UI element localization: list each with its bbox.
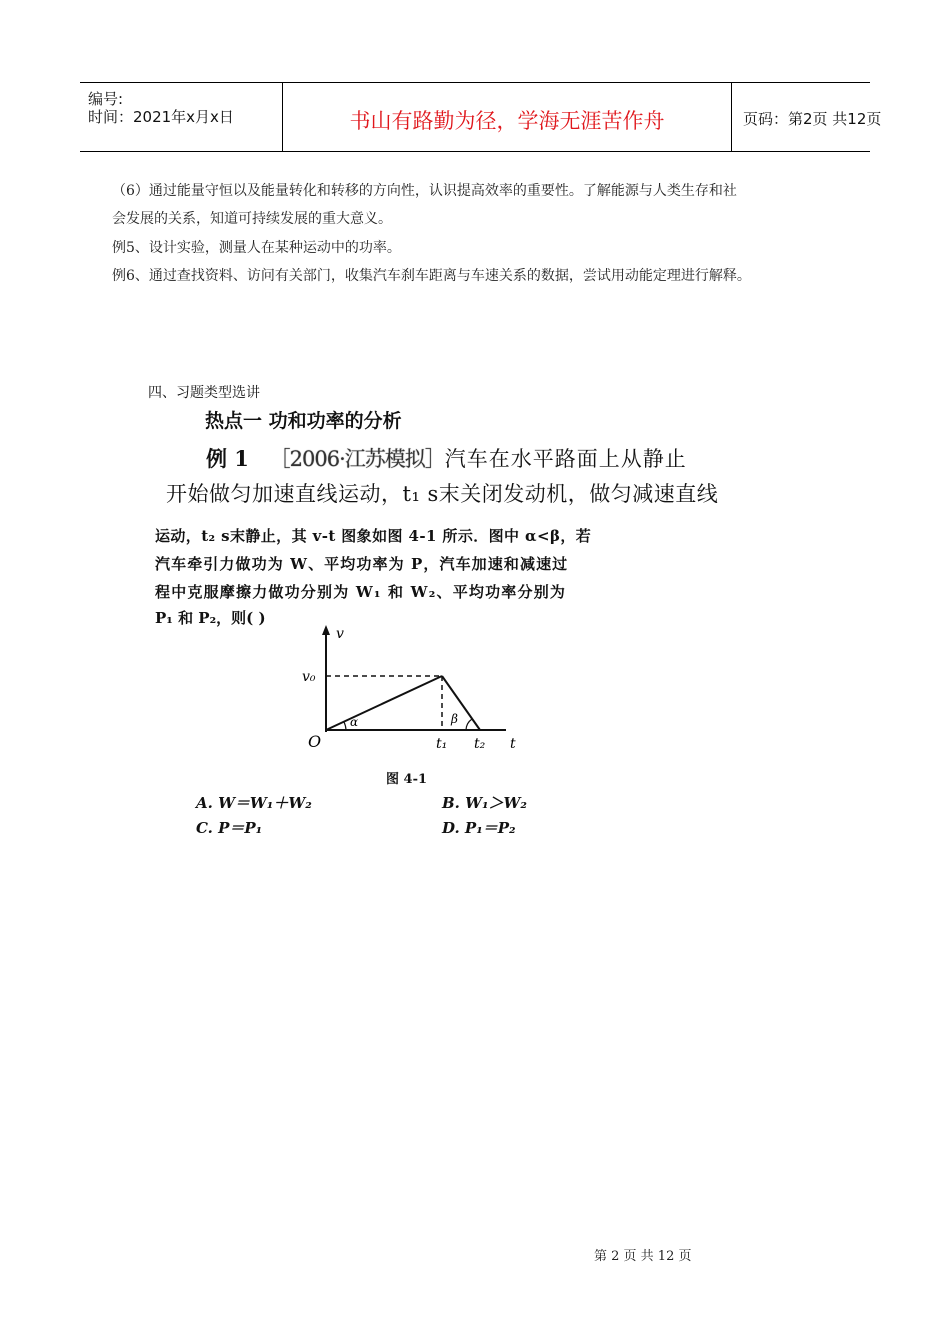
v-axis-label: v [336,626,344,642]
vt-graph [296,622,536,757]
option-c: C. P＝P₁ [196,819,263,837]
deceleration-line [442,676,480,730]
example-label: 例 1 [206,446,249,471]
header-page-cell [731,83,882,151]
question-line-1 [206,443,687,473]
v0-label: v₀ [302,669,316,685]
example-5: 例5、设计实验，测量人在某种运动中的功率。 [112,240,401,256]
option-d: D. P₁＝P₂ [442,819,516,837]
beta-label: β [451,712,458,726]
option-a: A. W＝W₁＋W₂ [196,794,312,812]
t-axis-label: t [510,736,516,752]
acceleration-line [326,676,442,730]
section-heading: 四、习题类型选讲 [148,385,260,401]
paragraph-6-line-1: （6）通过能量守恒以及能量转化和转移的方向性，认识提高效率的重要性。了解能源与人类生存和社 [112,183,737,199]
option-b: B. W₁＞W₂ [442,794,527,812]
question-line-1-rest: 汽车在水平路面上从静止 [444,447,687,471]
header-info-cell [80,83,282,151]
example-6: 例6、通过查找资料、访问有关部门，收集汽车刹车距离与车速关系的数据，尝试用动能定理进行解释。 [112,268,751,284]
header-motto-cell [282,83,732,151]
t2-label: t₂ [474,736,486,752]
t1-label: t₁ [436,736,448,752]
paragraph-6-line-2: 会发展的关系，知道可持续发展的重大意义。 [112,211,392,227]
page-code: 页码：第2页 共12页 [743,110,882,128]
question-line-5: 程中克服摩擦力做功分别为 W₁ 和 W₂、平均功率分别为 [155,583,567,601]
time-label: 时间：2021年x月x日 [88,108,234,126]
header-table [80,82,882,152]
question-line-6: P₁ 和 P₂，则( ) [155,609,266,627]
footer-page-number: 第 2 页 共 12 页 [594,1249,692,1264]
question-line-3: 运动，t₂ s末静止，其 v-t 图象如图 4-1 所示．图中 α<β，若 [155,527,592,545]
alpha-arc [344,722,346,730]
alpha-label: α [350,715,359,729]
figure-caption: 图 4-1 [386,772,428,787]
beta-arc [466,719,472,730]
example-source: ［2006·江苏模拟］ [269,447,445,471]
hotspot-title: 热点一 功和功率的分析 [205,410,402,432]
number-label: 编号: [88,90,124,108]
question-line-4: 汽车牵引力做功为 W、平均功率为 P，汽车加速和减速过 [155,555,569,573]
question-line-2: 开始做匀加速直线运动，t₁ s末关闭发动机，做匀减速直线 [166,482,719,506]
origin-label: O [308,732,322,751]
motto: 书山有路勤为径，学海无涯苦作舟 [349,109,665,133]
v-axis-arrow [322,625,330,635]
